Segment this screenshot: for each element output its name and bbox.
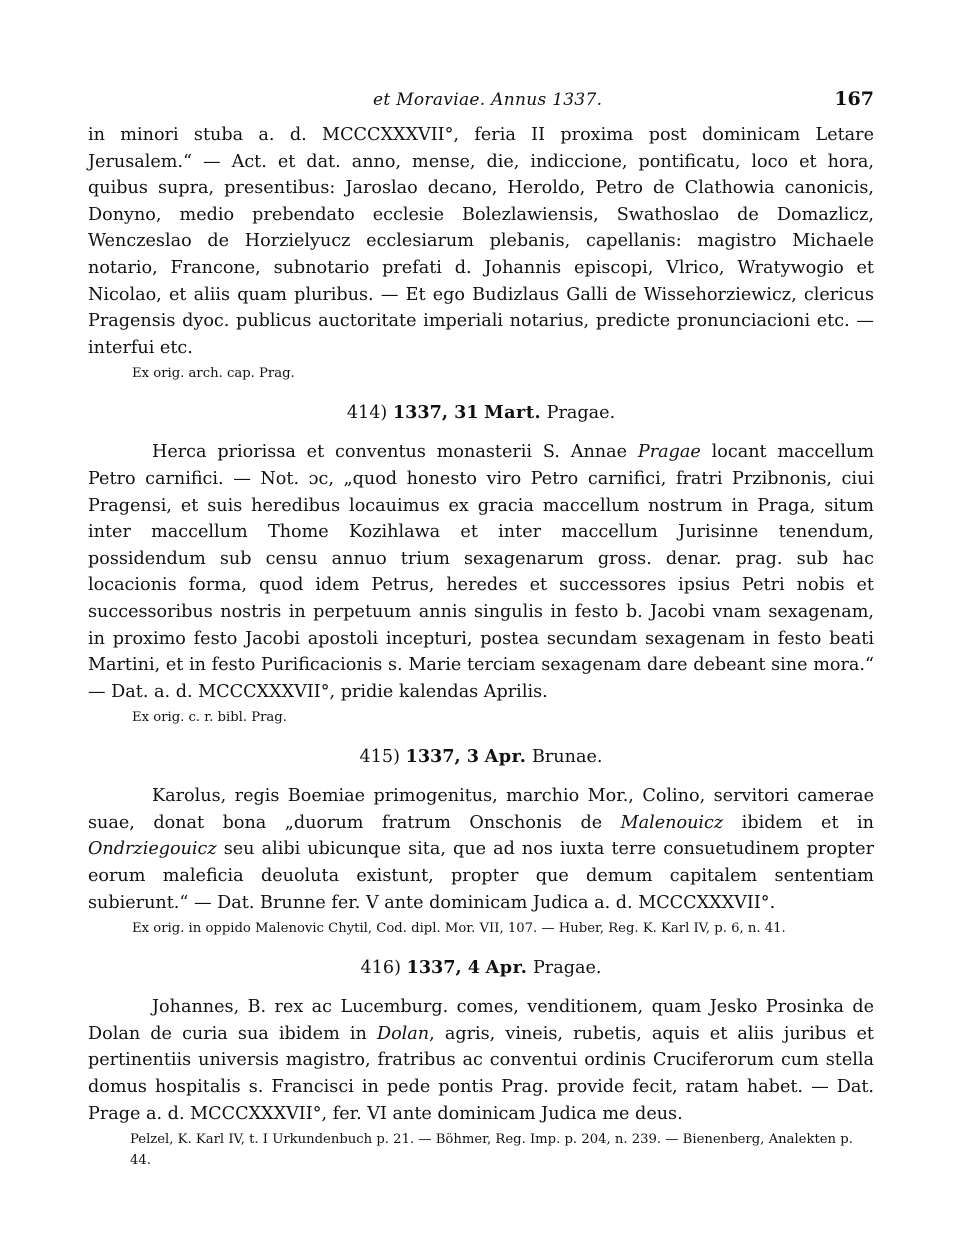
body-text: locant maccellum Petro carnifici. — Not. ɔc, „quod honesto viro Petro carnifici, fratri Przibnonis, ciui Pragensi, et suis heredibus locauimus ex gracia maccellum nostrum in Praga, situm inter maccellum Thome Kozihlawa et inter maccellum Jurisinne tenendum, possidendum sub censu annuo trium sexagenarum gross. denar. prag. sub hac locacionis forma, quod idem Petrus, heredes et successores ipsius Petri nobis et successoribus nostris in perpetuum annis singulis in festo b. Jacobi vnam sexagenam, in proximo festo Jacobi apostoli incepturi, postea secundam sexagenam in festo beati Martini, et in festo Purificacionis s. Marie terciam sexagenam dare debeant sine mora.“ — Dat. a. d. MCCCXXXVII°, pridie kalendas Aprilis. bbox=[88, 442, 875, 702]
page-number: 167 bbox=[834, 88, 874, 110]
entry-heading bbox=[88, 957, 874, 978]
source-citation: Ex orig. in oppido Malenovic Chytil, Cod. dipl. Mor. VII, 107. — Huber, Reg. K. Karl IV, p. 6, n. 41. bbox=[132, 921, 786, 937]
italic-place-name: Dolan bbox=[376, 1023, 430, 1044]
charter-entry-416 bbox=[88, 957, 874, 1171]
entry-place: Pragae. bbox=[532, 958, 602, 979]
entry-number: 415) bbox=[359, 747, 400, 768]
entry-heading bbox=[88, 746, 874, 767]
document-page bbox=[88, 88, 874, 1171]
entry-date: 1337, 4 bbox=[406, 957, 481, 979]
entry-month: Mart. bbox=[484, 402, 542, 424]
italic-place-name: Malenouicz bbox=[620, 812, 724, 833]
entry-body bbox=[88, 783, 874, 916]
charter-entry-414 bbox=[88, 402, 874, 728]
page-header bbox=[88, 88, 874, 122]
entry-heading bbox=[88, 402, 874, 423]
entry-number: 416) bbox=[360, 958, 401, 979]
italic-place-name: Ondrziegouicz bbox=[88, 839, 217, 860]
body-text: , agris, vineis, rubetis, aquis et aliis juribus et pertinentiis universis magistro, fratribus ac conventui ordinis Cruciferorum cum stella domus hospitalis s. Francisci in pede pontis Prag. provide fecit, ratam habet. — Dat. Prage a. d. MCCCXXXVII°, fer. VI ante dominicam Judica me deus. bbox=[88, 1023, 874, 1124]
entry-number: 414) bbox=[346, 403, 388, 424]
entry-body bbox=[88, 439, 874, 705]
source-citation: Ex orig. c. r. bibl. Prag. bbox=[132, 710, 287, 726]
source-citation: Pelzel, K. Karl IV, t. I Urkundenbuch p. 21. — Böhmer, Reg. Imp. p. 204, n. 239. — Bienenberg, Analekten p. 44. bbox=[130, 1132, 853, 1169]
italic-place-name: Pragae bbox=[637, 442, 701, 463]
source-citation: Ex orig. arch. cap. Prag. bbox=[132, 366, 295, 382]
body-text: Johannes, B. rex ac Lucemburg. comes, venditionem, quam Jesko Prosinka de Dolan de curia sua ibidem in bbox=[88, 997, 874, 1044]
entry-month: Apr. bbox=[484, 746, 527, 768]
body-text: ibidem et in bbox=[723, 812, 874, 833]
body-text: seu alibi ubicunque sita, que ad nos iuxta terre consuetudinem propter eorum maleficia deuoluta existunt, propter que demum capitalem sententiam subierunt.“ — Dat. Brunne fer. V ante dominicam Judica a. d. MCCCXXXVII°. bbox=[88, 839, 874, 913]
entry-place: Pragae. bbox=[546, 403, 616, 424]
entry-date: 1337, 3 bbox=[405, 746, 480, 768]
entry-place: Brunae. bbox=[531, 747, 603, 768]
entry-date: 1337, 31 bbox=[392, 402, 479, 424]
running-title: et Moraviae. Annus 1337. bbox=[373, 90, 603, 110]
charter-entry-415 bbox=[88, 746, 874, 939]
entry-month: Apr. bbox=[485, 957, 528, 979]
continuation-paragraph: in minori stuba a. d. MCCCXXXVII°, feria II proxima post dominicam Letare Jerusalem.“ — Act. et dat. anno, mense, die, indiccione, pontificatu, loco et hora, quibus supra, presentibus: Jaroslao decano, Heroldo, Petro de Clathowia canonicis, Donyno, medio prebendato ecclesie Bolezlawiensis, Swathoslao de Domazlicz, Wenczeslao de Horzielyucz ecclesiarum plebanis, capellanis: magistro Michaele notario, Francone, subnotario prefati d. Johannis episcopi, Vlrico, Wratywogio et Nicolao, et aliis quam pluribus. — Et ego Budizlaus Galli de Wissehorziewicz, clericus Pragensis dyoc. publicus auctoritate imperiali notarius, predicte pronunciacioni etc. — interfui etc. bbox=[88, 125, 874, 358]
entry-body bbox=[88, 994, 874, 1127]
body-text: Herca priorissa et conventus monasterii S. Annae bbox=[152, 442, 638, 463]
body-text: Karolus, regis Boemiae primogenitus, marchio Mor., Colino, servitori camerae suae, donat bona „duorum fratrum Onschonis de bbox=[88, 786, 874, 833]
